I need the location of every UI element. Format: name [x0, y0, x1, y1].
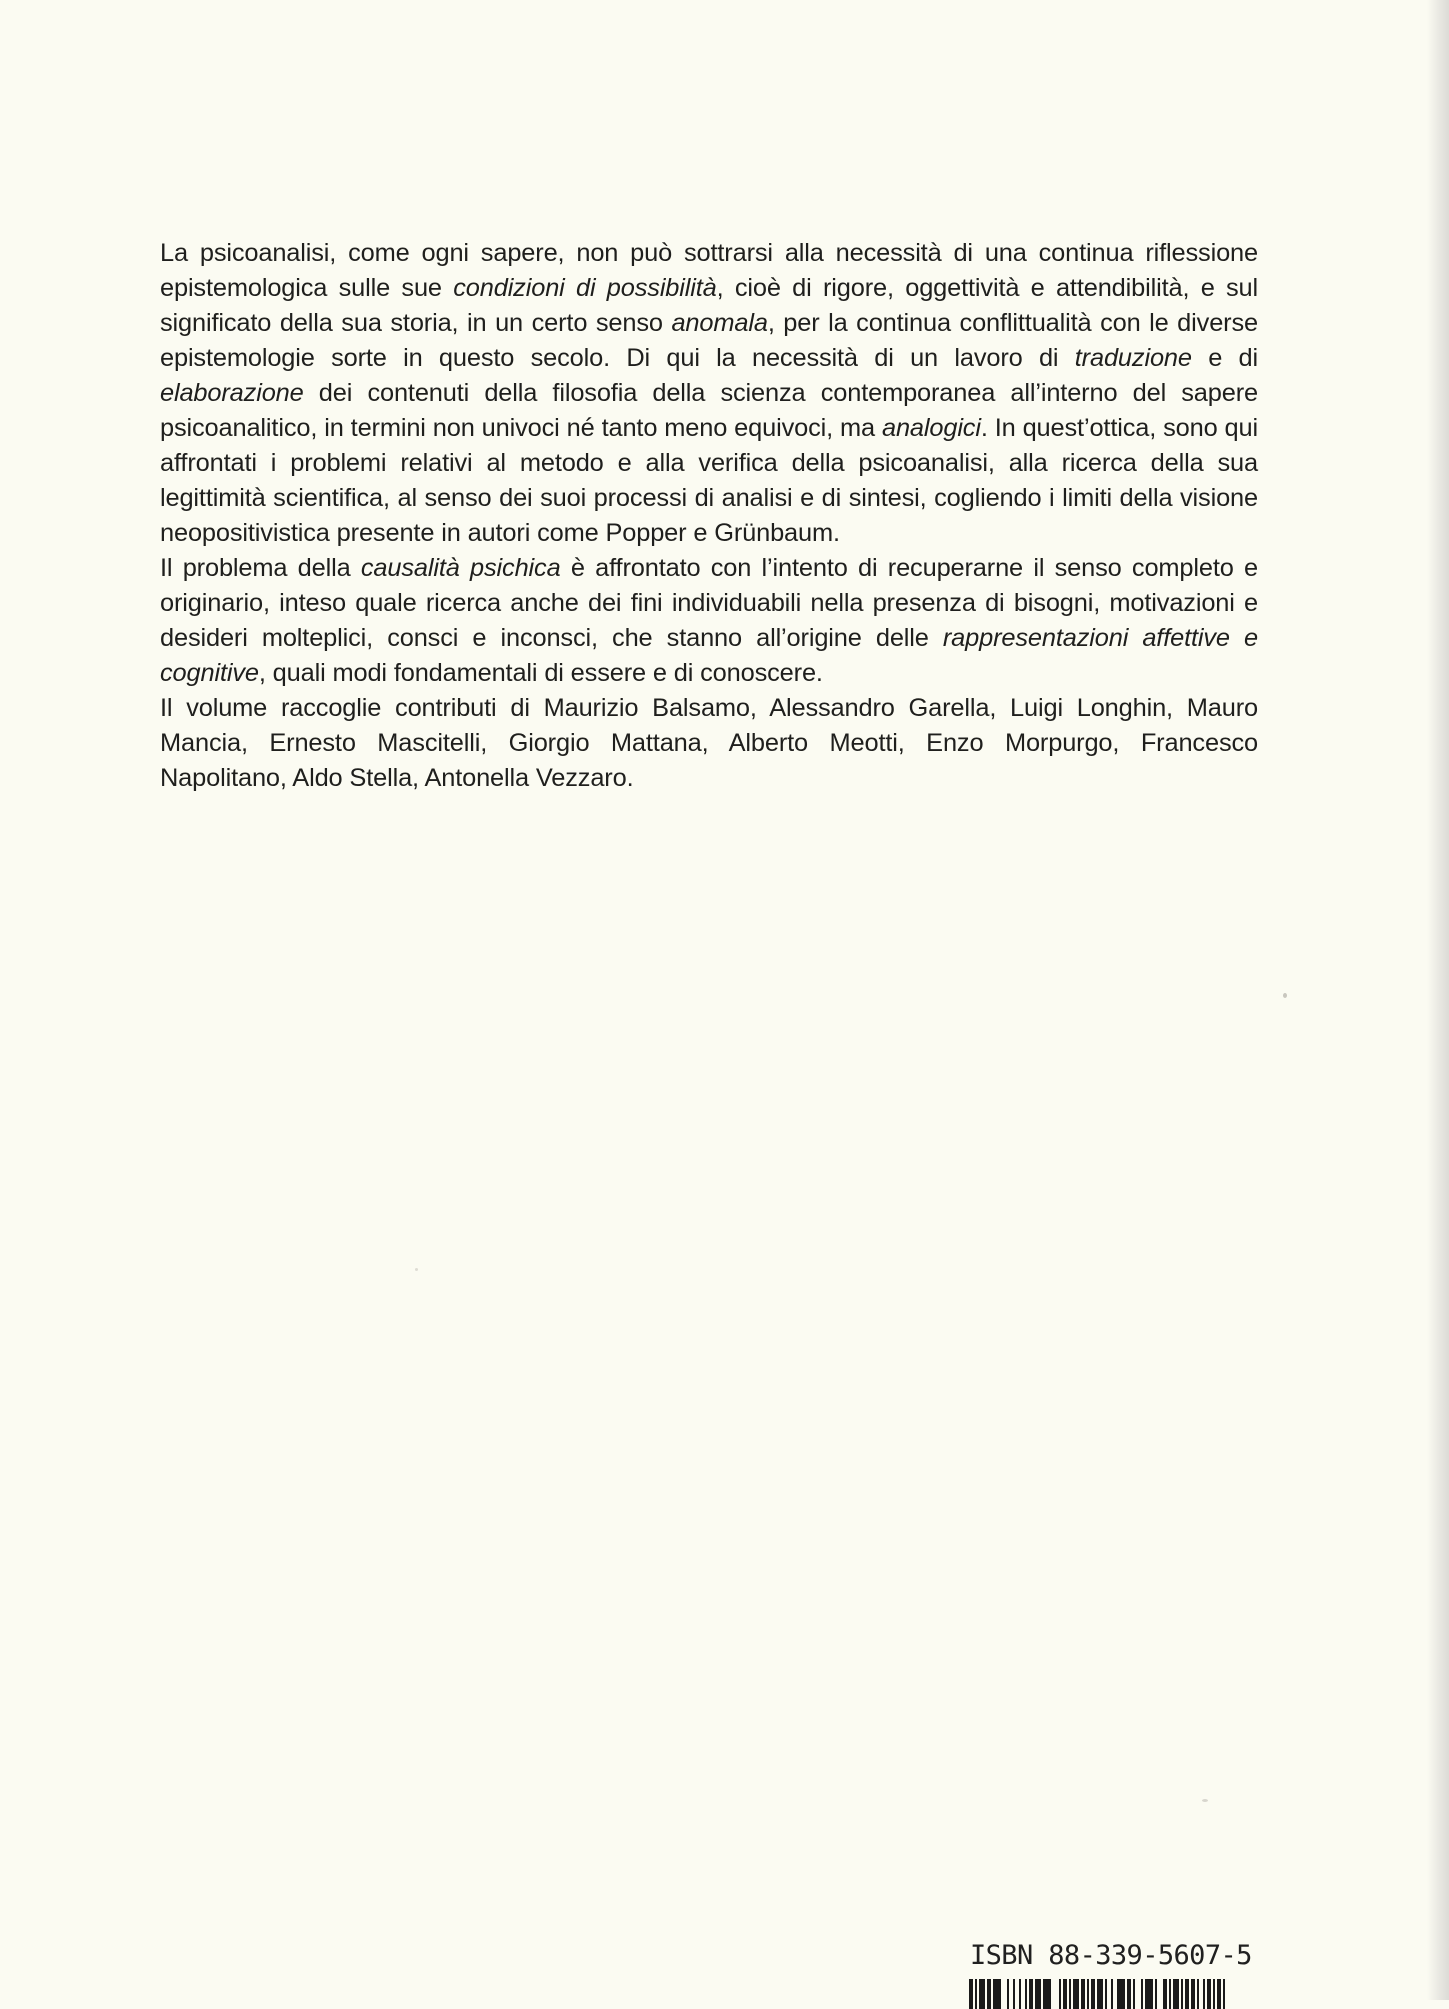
- body-text: , per la continua conflittualità con le diverse epistemologie sorte in questo secolo. Di qui la necessità di un lavoro di: [160, 309, 1258, 372]
- emphasis-text: traduzione: [1074, 344, 1192, 372]
- body-text: Il volume raccoglie contributi di Maurizio Balsamo, Alessandro Garella, Luigi Longhin, Mauro Mancia, Ernesto Mascitelli, Giorgio Mattana, Alberto Meotti, Enzo Morpurgo, Francesco Napolitano, Aldo Stella, Antonella Vezzaro.: [160, 694, 1258, 792]
- paper-speck: [415, 1268, 418, 1271]
- barcode-bar: [1223, 1979, 1225, 2009]
- blurb-paragraph: [160, 551, 1258, 691]
- emphasis-text: condizioni di possibilità: [453, 274, 717, 302]
- body-text: La psicoanalisi, come ogni sapere, non può sottrarsi alla necessità di una continua riflessione epistemologica sulle sue: [160, 239, 1258, 302]
- barcode-bar: [993, 1979, 1001, 2009]
- body-text: , cioè di rigore, oggettività e attendibilità, e sul significato della sua storia, in un certo senso: [160, 274, 1258, 337]
- barcode-bar: [1145, 1979, 1153, 2009]
- back-cover-blurb: [160, 236, 1258, 796]
- barcode-bar: [1043, 1979, 1051, 2009]
- emphasis-text: analogici: [881, 414, 981, 442]
- body-text: . In quest’ottica, sono qui affrontati i problemi relativi al metodo e alla verifica della psicoanalisi, alla ricerca della sua legittimità scientifica, al senso dei suoi processi di analisi e di sintesi, cogliendo i limiti della visione neopositivistica presente in autori come Popper e Grünbaum.: [160, 414, 1258, 547]
- emphasis-text: causalità psichica: [360, 554, 561, 582]
- body-text: , quali modi fondamentali di essere e di conoscere.: [258, 659, 823, 687]
- body-text: Il problema della: [160, 554, 361, 582]
- body-text: dei contenuti della filosofia della scienza contemporanea all’interno del sapere psicoanalitico, in termini non univoci né tanto meno equivoci, ma: [160, 379, 1258, 442]
- paper-speck: [1283, 993, 1287, 998]
- paper-speck: [1202, 1799, 1208, 1802]
- barcode: [969, 1979, 1225, 2009]
- emphasis-text: elaborazione: [160, 379, 304, 407]
- page-edge-shadow: [1427, 0, 1449, 2000]
- body-text: è affrontato con l’intento di recuperarne il senso completo e originario, inteso quale ricerca anche dei fini individuabili nella presenza di bisogni, motivazioni e desideri molteplici, consci e inconsci, che stanno all’origine delle: [160, 554, 1259, 652]
- blurb-paragraph: [160, 236, 1258, 551]
- barcode-bar: [1117, 1979, 1125, 2009]
- emphasis-text: anomala: [671, 309, 768, 337]
- body-text: e di: [1191, 344, 1258, 372]
- isbn-number: ISBN 88-339-5607-5: [970, 1940, 1252, 1971]
- blurb-paragraph: [160, 691, 1258, 796]
- emphasis-text: rappresentazioni affettive e cognitive: [160, 624, 1258, 687]
- barcode-gap: [1051, 1979, 1059, 2009]
